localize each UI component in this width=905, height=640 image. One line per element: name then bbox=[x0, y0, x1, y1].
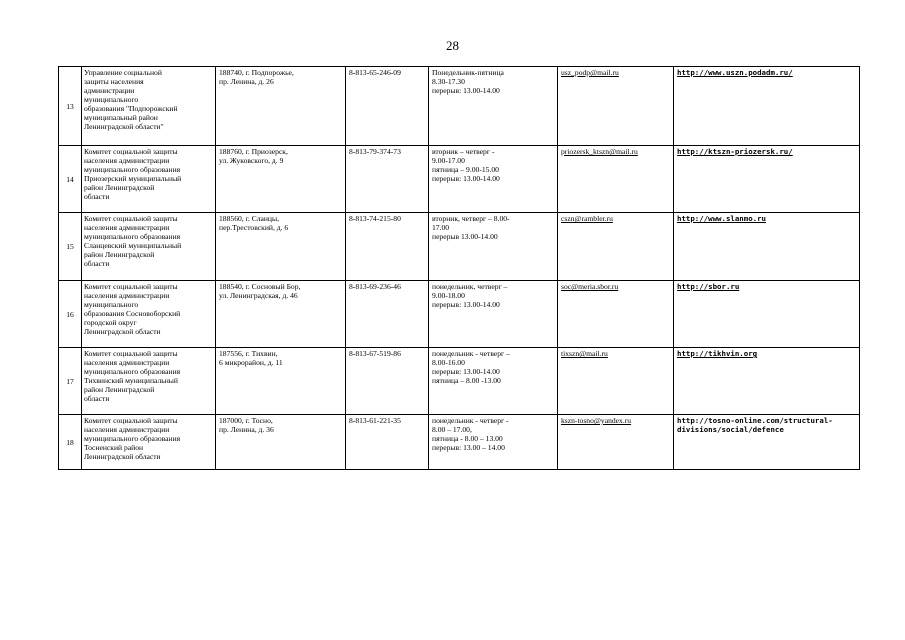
email-link[interactable]: kszn-tosno@yandex.ru bbox=[561, 416, 632, 425]
phone: 8-813-65-246-09 bbox=[346, 67, 429, 146]
table-row bbox=[59, 213, 860, 281]
table-row bbox=[59, 415, 860, 470]
working-hours: понедельник - четверг - 8.00 – 17.00, пятница - 8.00 – 13.00 перерыв: 13.00 – 14.00 bbox=[429, 415, 558, 470]
website-link[interactable]: http://tikhvin.org bbox=[677, 349, 758, 358]
organization-name: Комитет социальной защиты населения администрации муниципального образования Тихвинский муниципальный район Ленинградской области bbox=[82, 348, 216, 415]
working-hours: вторник – четверг - 9.00-17.00 пятница – 9.00-15.00 перерыв: 13.00-14.00 bbox=[429, 146, 558, 213]
table-row bbox=[59, 348, 860, 415]
address: 187556, г. Тихвин, 6 микрорайон, д. 11 bbox=[216, 348, 346, 415]
working-hours: понедельник, четверг – 9.00-18.00 перерыв: 13.00-14.00 bbox=[429, 281, 558, 348]
website-link[interactable]: http://sbor.ru bbox=[677, 282, 740, 291]
email-link[interactable]: soc@meria.sbor.ru bbox=[561, 282, 619, 291]
email-link[interactable]: usz_podp@mail.ru bbox=[561, 68, 619, 77]
address: 188740, г. Подпорожье, пр. Ленина, д. 26 bbox=[216, 67, 346, 146]
row-number: 17 bbox=[59, 348, 82, 415]
row-number: 13 bbox=[59, 67, 82, 146]
website-link[interactable]: http://tosno-online.com/structural- divisions/social/defence bbox=[677, 416, 833, 434]
phone: 8-813-67-519-86 bbox=[346, 348, 429, 415]
social-protection-table bbox=[58, 66, 860, 470]
email-link[interactable]: priozersk_ktszn@mail.ru bbox=[561, 147, 638, 156]
working-hours: вторник, четверг – 8.00- 17.00 перерыв 13.00-14.00 bbox=[429, 213, 558, 281]
phone: 8-813-61-221-35 bbox=[346, 415, 429, 470]
email-link[interactable]: tixszn@mail.ru bbox=[561, 349, 608, 358]
working-hours: Понедельник-пятница 8.30-17.30 перерыв: 13.00-14.00 bbox=[429, 67, 558, 146]
organization-name: Комитет социальной защиты населения администрации муниципального образования Сосновоборский городской округ Ленинградской области bbox=[82, 281, 216, 348]
email-link[interactable]: cszn@rambler.ru bbox=[561, 214, 613, 223]
table-row bbox=[59, 281, 860, 348]
page-number: 28 bbox=[446, 38, 459, 53]
table-row bbox=[59, 146, 860, 213]
phone: 8-813-69-236-46 bbox=[346, 281, 429, 348]
address: 188760, г. Приозерск, ул. Жуковского, д. 9 bbox=[216, 146, 346, 213]
row-number: 16 bbox=[59, 281, 82, 348]
address: 187000, г. Тосно, пр. Ленина, д. 36 bbox=[216, 415, 346, 470]
address: 188540, г. Сосновый Бор, ул. Ленинградская, д. 46 bbox=[216, 281, 346, 348]
row-number: 15 bbox=[59, 213, 82, 281]
website-link[interactable]: http://www.slanmo.ru bbox=[677, 214, 766, 223]
address: 188560, г. Сланцы, пер.Трестовский, д. 6 bbox=[216, 213, 346, 281]
row-number: 18 bbox=[59, 415, 82, 470]
phone: 8-813-74-215-80 bbox=[346, 213, 429, 281]
row-number: 14 bbox=[59, 146, 82, 213]
website-link[interactable]: http://ktszn-priozersk.ru/ bbox=[677, 147, 793, 156]
organization-name: Управление социальной защиты населения администрации муниципального образования "Подпорожский муниципальный район Ленинградской области" bbox=[82, 67, 216, 146]
phone: 8-813-79-374-73 bbox=[346, 146, 429, 213]
organization-name: Комитет социальной защиты населения администрации муниципального образования Приозерский муниципальный район Ленинградской области bbox=[82, 146, 216, 213]
organization-name: Комитет социальной защиты населения администрации муниципального образования Сланцевский муниципальный район Ленинградской области bbox=[82, 213, 216, 281]
website-link[interactable]: http://www.uszn.podadm.ru/ bbox=[677, 68, 793, 77]
working-hours: понедельник - четверг – 8.00-16.00 перерыв: 13.00-14.00 пятница – 8.00 -13.00 bbox=[429, 348, 558, 415]
organization-name: Комитет социальной защиты населения администрации муниципального образования Тосненский район Ленинградской области bbox=[82, 415, 216, 470]
table-row bbox=[59, 67, 860, 146]
